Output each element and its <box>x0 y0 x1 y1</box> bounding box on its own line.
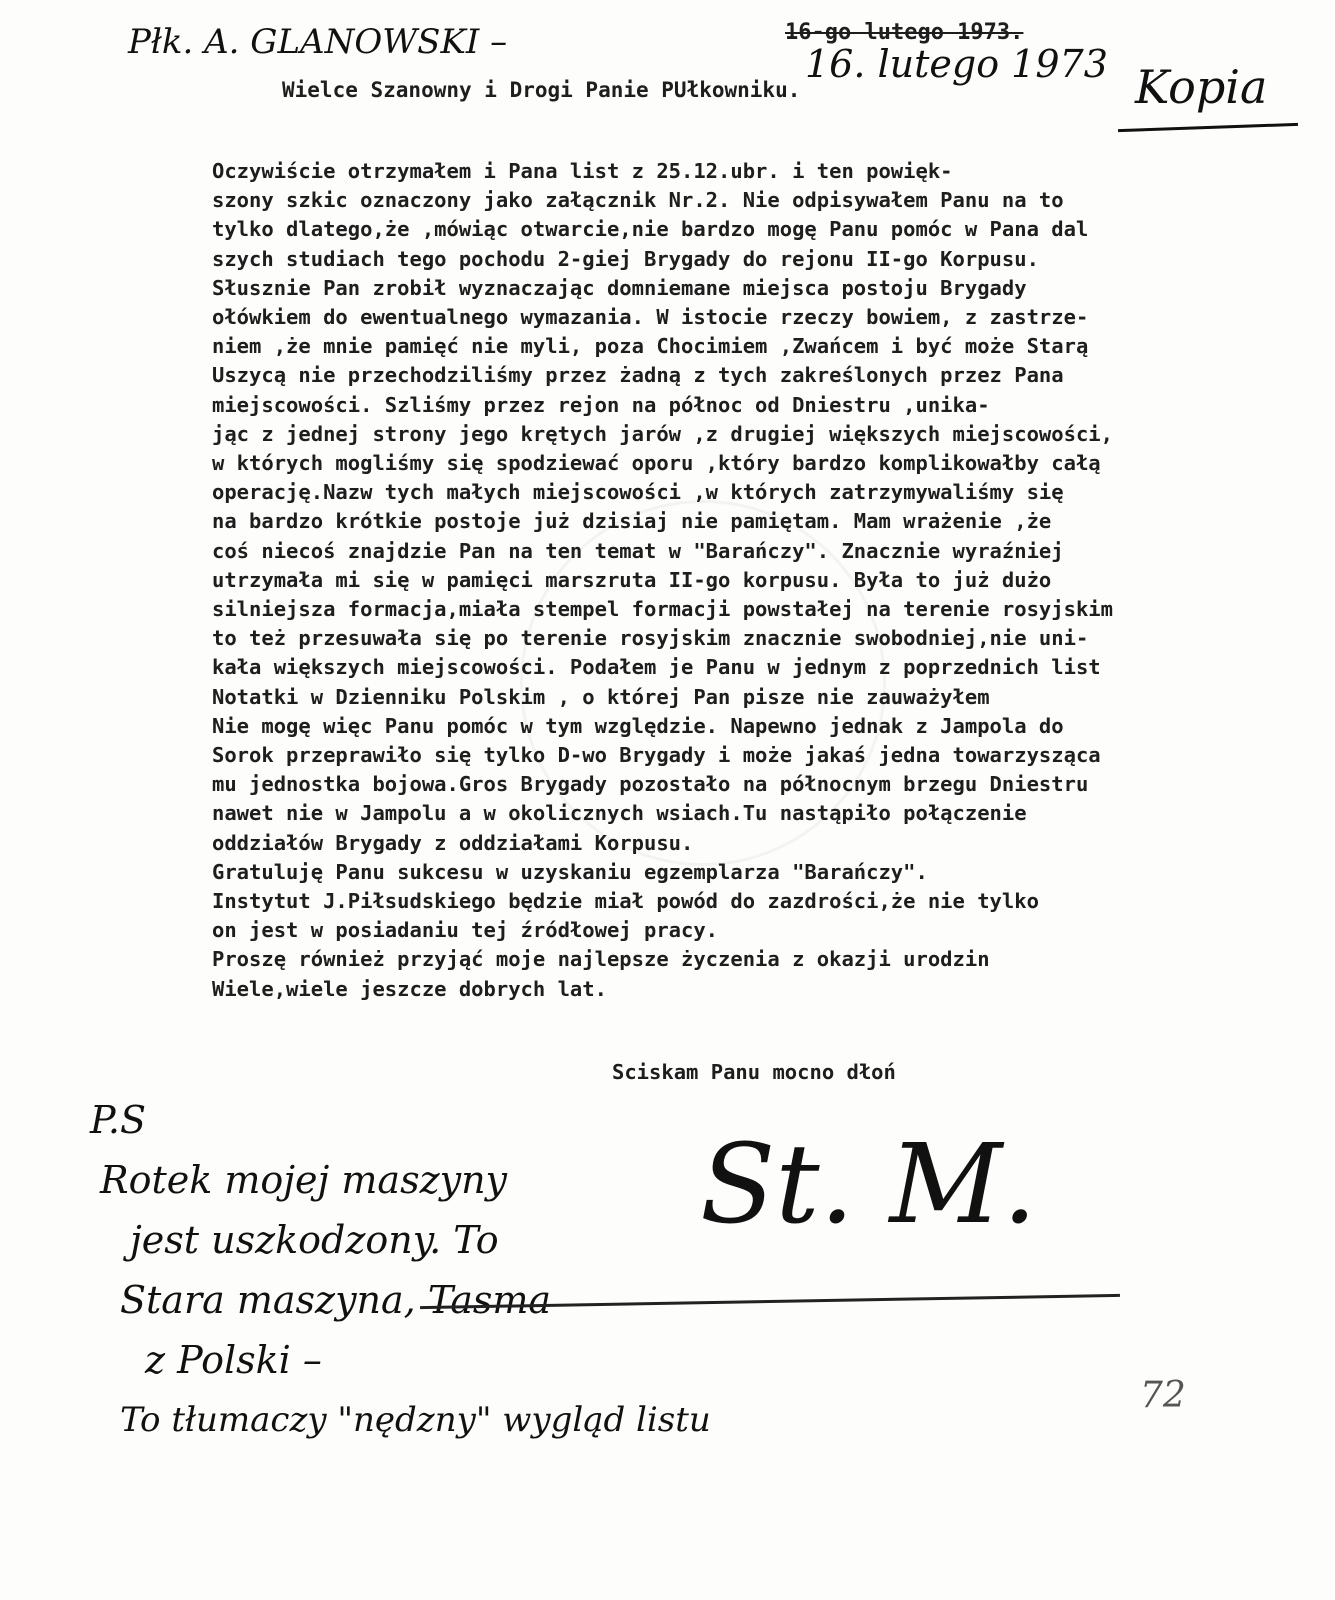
body-line: coś niecoś znajdzie Pan na ten temat w "Barańczy". Znacznie wyraźniej <box>212 538 1064 563</box>
body-line: Instytut J.Piłsudskiego będzie miał powód do zazdrości,że nie tylko <box>212 889 1039 914</box>
postscript <box>90 1090 711 1450</box>
body-line: tylko dlatego,że ,mówiąc otwarcie,nie bardzo mogę Panu pomóc w Pana dal <box>212 217 1089 242</box>
body-line: Słusznie Pan zrobił wyznaczając domniemane miejsca postoju Brygady <box>212 275 1027 300</box>
body-line: w których mogliśmy się spodziewać oporu ,który bardzo komplikowałby całą <box>212 451 1101 476</box>
body-line: na bardzo krótkie postoje już dzisiaj nie pamiętam. Mam wrażenie ,że <box>212 509 1052 534</box>
body-line: Notatki w Dzienniku Polskim , o której Pan pisze nie zauważyłem <box>212 684 990 709</box>
ps-line: z Polski – <box>145 1338 322 1382</box>
kopia-underline <box>1118 123 1298 132</box>
body-line: on jest w posiadaniu tej źródłowej pracy. <box>212 918 719 943</box>
handwritten-date: 16. lutego 1973 <box>805 42 1108 86</box>
signature: St. M. <box>700 1120 1038 1248</box>
body-line: oddziałów Brygady z oddziałami Korpusu. <box>212 830 694 855</box>
body-line: operację.Nazw tych małych miejscowości ,w których zatrzymywaliśmy się <box>212 480 1064 505</box>
body-line: nawet nie w Jampolu a w okolicznych wsiach.Tu nastąpiło połączenie <box>212 801 1027 826</box>
recipient-note: Płk. A. GLANOWSKI – <box>128 22 508 62</box>
body-line: Uszycą nie przechodziliśmy przez żadną z tych zakreślonych przez Pana <box>212 363 1064 388</box>
body-line: niem ,że mnie pamięć nie myli, poza Chocimiem ,Zwańcem i być może Starą <box>212 334 1089 359</box>
salutation: Wielce Szanowny i Drogi Panie PUłkowniku. <box>282 78 801 102</box>
kopia-note: Kopia <box>1135 60 1268 114</box>
body-line: silniejsza formacja,miała stempel formacji powstałej na terenie rosyjskim <box>212 597 1113 622</box>
body-line: ołówkiem do ewentualnego wymazania. W istocie rzeczy bowiem, z zastrze- <box>212 305 1089 330</box>
ps-line: Rotek mojej maszyny <box>100 1158 508 1202</box>
page-number: 72 <box>1140 1375 1186 1416</box>
body-line: szych studiach tego pochodu 2-giej Brygady do rejonu II-go Korpusu. <box>212 246 1039 271</box>
body-line: Wiele,wiele jeszcze dobrych lat. <box>212 976 607 1001</box>
ps-label: P.S <box>90 1098 146 1142</box>
body-line: jąc z jednej strony jego krętych jarów ,z drugiej większych miejscowości, <box>212 421 1113 446</box>
body-line: Sorok przeprawiło się tylko D-wo Brygady i może jakaś jedna towarzysząca <box>212 743 1101 768</box>
body-line: szony szkic oznaczony jako załącznik Nr.2. Nie odpisywałem Panu na to <box>212 188 1064 213</box>
letter-body <box>212 157 1302 1004</box>
body-line: mu jednostka bojowa.Gros Brygady pozostało na północnym brzegu Dniestru <box>212 772 1089 797</box>
body-line: utrzymała mi się w pamięci marszruta II-go korpusu. Była to już dużo <box>212 567 1052 592</box>
ps-line: jest uszkodzony. To <box>130 1218 499 1262</box>
body-line: to też przesuwała się po terenie rosyjskim znacznie swobodniej,nie uni- <box>212 626 1089 651</box>
body-line: kała większych miejscowości. Podałem je Panu w jednym z poprzednich list <box>212 655 1101 680</box>
ps-line: Stara maszyna, Tasma <box>120 1278 552 1322</box>
ps-line: To tłumaczy "nędzny" wygląd listu <box>120 1400 711 1440</box>
closing-line: Sciskam Panu mocno dłoń <box>612 1060 896 1084</box>
body-line: Gratuluję Panu sukcesu w uzyskaniu egzemplarza "Barańczy". <box>212 859 928 884</box>
typed-date-struck: 16-go lutego 1973. <box>785 20 1024 45</box>
body-line: Oczywiście otrzymałem i Pana list z 25.12.ubr. i ten powięk- <box>212 159 953 183</box>
body-line: Nie mogę więc Panu pomóc w tym względzie. Napewno jednak z Jampola do <box>212 713 1064 738</box>
body-line: Proszę również przyjąć moje najlepsze życzenia z okazji urodzin <box>212 947 990 972</box>
body-line: miejscowości. Szliśmy przez rejon na północ od Dniestru ,unika- <box>212 392 990 417</box>
